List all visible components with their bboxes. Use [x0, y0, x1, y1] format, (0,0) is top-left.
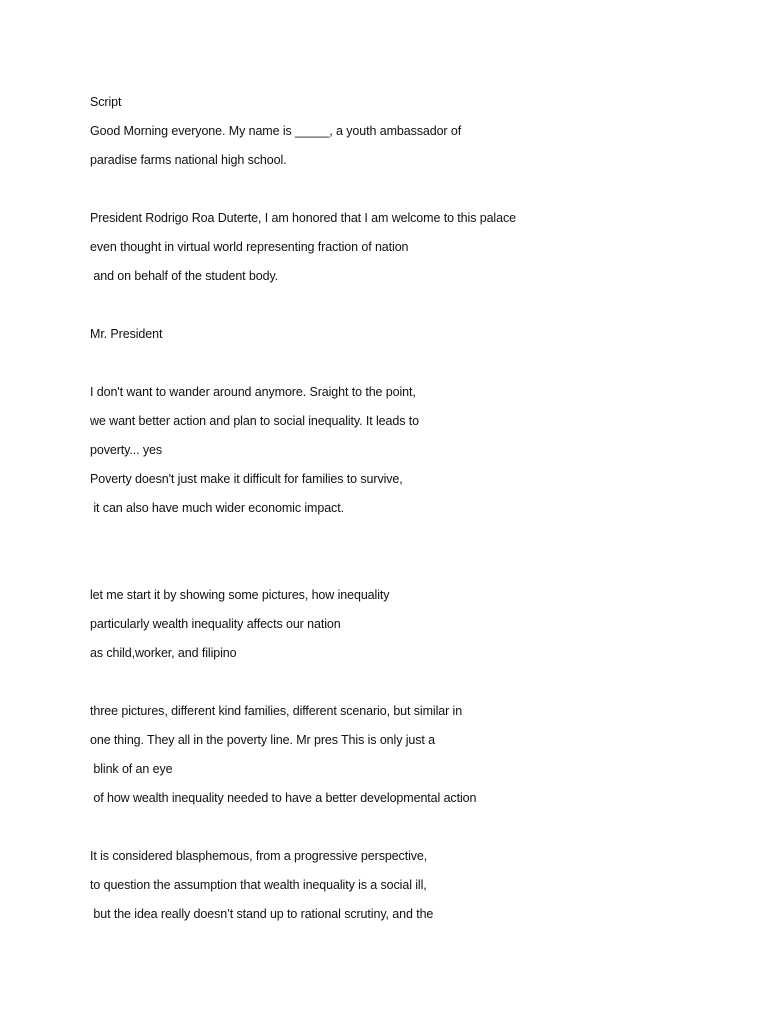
text-line: Poverty doesn't just make it difficult for families to survive,: [90, 472, 403, 486]
text-line: let me start it by showing some pictures, how inequality: [90, 588, 390, 602]
text-line: it can also have much wider economic impact.: [90, 501, 344, 515]
text-line: blink of an eye: [90, 762, 173, 776]
blank-line: [90, 817, 710, 846]
text-line: one thing. They all in the poverty line. Mr pres This is only just a: [90, 733, 435, 747]
blank-line: [90, 295, 710, 324]
document-title: Script: [90, 95, 122, 109]
text-line: poverty... yes: [90, 443, 163, 457]
text-line: we want better action and plan to social inequality. It leads to: [90, 414, 419, 428]
blank-line: [90, 527, 710, 556]
text-line: as child,worker, and filipino: [90, 646, 237, 660]
text-line: Mr. President: [90, 327, 163, 341]
blank-line: [90, 353, 710, 382]
text-line: particularly wealth inequality affects our nation: [90, 617, 341, 631]
blank-line: [90, 556, 710, 585]
text-line: and on behalf of the student body.: [90, 269, 279, 283]
text-line: It is considered blasphemous, from a progressive perspective,: [90, 849, 428, 863]
text-line: of how wealth inequality needed to have a better developmental action: [90, 791, 477, 805]
text-line: three pictures, different kind families, different scenario, but similar in: [90, 704, 463, 718]
text-line: paradise farms national high school.: [90, 153, 287, 167]
text-line: Good Morning everyone. My name is _____, a youth ambassador of: [90, 124, 462, 138]
blank-line: [90, 672, 710, 701]
text-line: I don't want to wander around anymore. Sraight to the point,: [90, 385, 416, 399]
text-line: but the idea really doesn’t stand up to rational scrutiny, and the: [90, 907, 434, 921]
blank-line: [90, 179, 710, 208]
text-line: even thought in virtual world representing fraction of nation: [90, 240, 409, 254]
text-line: to question the assumption that wealth inequality is a social ill,: [90, 878, 427, 892]
document-body: [90, 92, 710, 933]
text-line: President Rodrigo Roa Duterte, I am honored that I am welcome to this palace: [90, 211, 516, 225]
